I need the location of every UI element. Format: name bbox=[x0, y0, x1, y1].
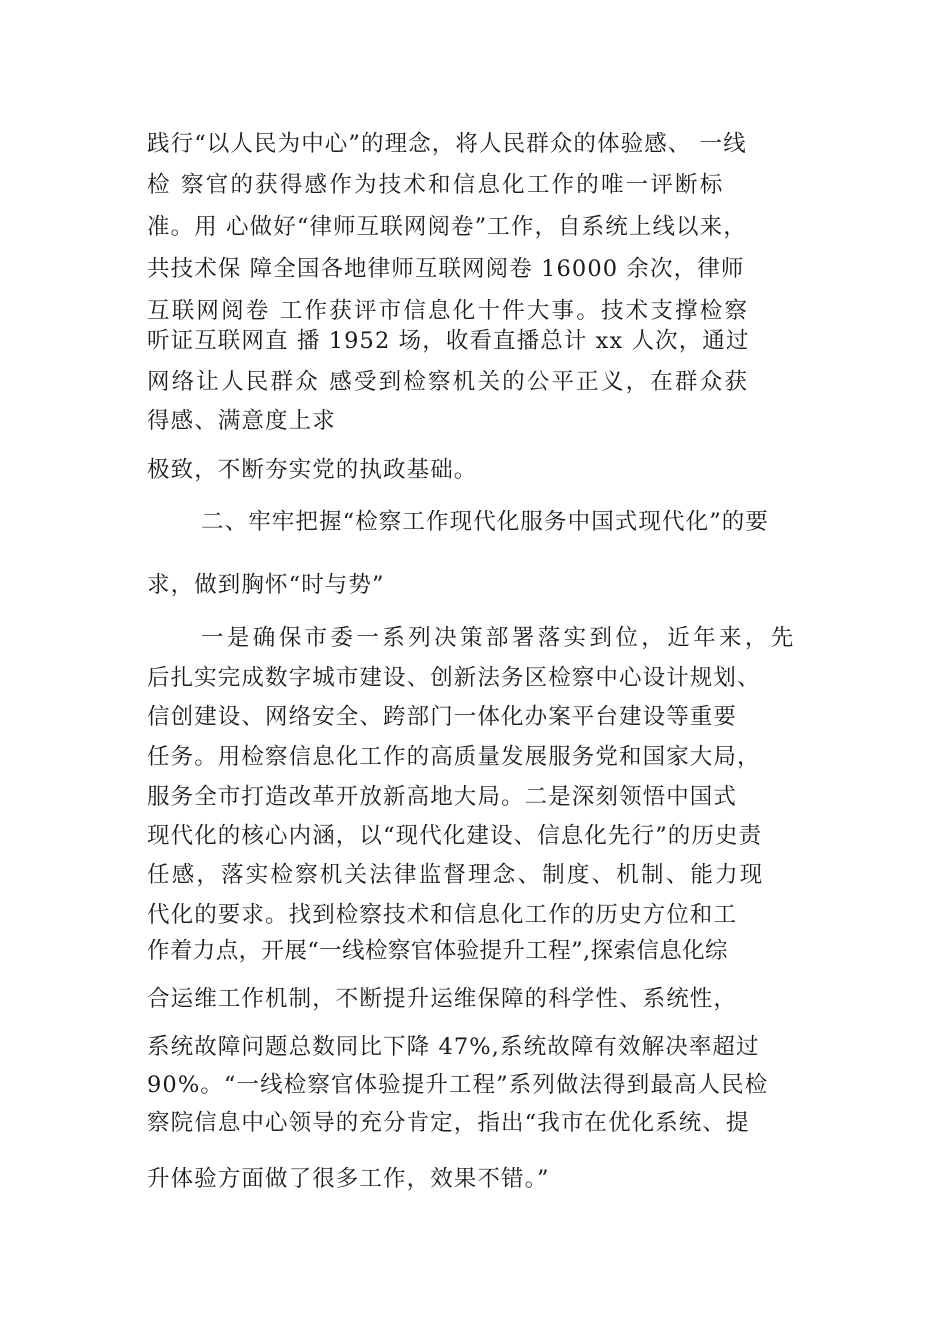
text-line: 作着力点，开展“一线检察官体验提升工程”,探索信息化综 bbox=[147, 938, 728, 964]
text-line: 共技术保 障全国各地律师互联网阅卷 16000 余次，律师 bbox=[147, 256, 745, 282]
heading-line: 求，做到胸怀“时与势” bbox=[147, 572, 385, 598]
text-line: 90%。“一线检察官体验提升工程”系列做法得到最高人民检 bbox=[147, 1072, 769, 1098]
text-line: 极致，不断夯实党的执政基础。 bbox=[147, 457, 478, 483]
text-line: 任感，落实检察机关法律监督理念、制度、机制、能力现 bbox=[147, 862, 765, 888]
text-line: 服务全市打造改革开放新高地大局。二是深刻领悟中国式 bbox=[147, 784, 738, 810]
text-line: 准。用 心做好“律师互联网阅卷”工作，自系统上线以来， bbox=[147, 214, 747, 240]
text-line: 代化的要求。找到检察技术和信息化工作的历史方位和工 bbox=[147, 902, 738, 928]
text-line: 信创建设、网络安全、跨部门一体化办案平台建设等重要 bbox=[147, 704, 738, 730]
text-line: 任务。用检察信息化工作的高质量发展服务党和国家大局， bbox=[147, 744, 761, 770]
text-line: 检 察官的获得感作为技术和信息化工作的唯一评断标 bbox=[147, 172, 725, 198]
heading-line: 二、牢牢把握“检察工作现代化服务中国式现代化”的要 bbox=[201, 509, 770, 535]
text-line: 后扎实完成数字城市建设、创新法务区检察中心设计规划、 bbox=[147, 665, 761, 691]
text-line: 系统故障问题总数同比下降 47%,系统故障有效解决率超过 bbox=[147, 1034, 760, 1060]
text-line: 得感、满意度上求 bbox=[147, 408, 336, 434]
text-line: 合运维工作机制，不断提升运维保障的科学性、系统性， bbox=[147, 986, 738, 1012]
text-line: 升体验方面做了很多工作，效果不错。” bbox=[147, 1166, 550, 1192]
text-line: 现代化的核心内涵，以“现代化建设、信息化先行”的历史责 bbox=[147, 823, 763, 849]
text-line: 互联网阅卷 工作获评市信息化十件大事。技术支撑检察 bbox=[147, 298, 750, 324]
text-line: 践行“以人民为中心”的理念，将人民群众的体验感、 一线 bbox=[147, 131, 747, 157]
text-line: 一是确保市委一系列决策部署落实到位，近年来，先 bbox=[201, 625, 797, 651]
text-line: 察院信息中心领导的充分肯定，指出“我市在优化系统、提 bbox=[147, 1110, 750, 1136]
text-line: 听证互联网直 播 1952 场，收看直播总计 xx 人次，通过 bbox=[147, 328, 750, 354]
text-line: 网络让人民群众 感受到检察机关的公平正义，在群众获 bbox=[147, 369, 750, 395]
